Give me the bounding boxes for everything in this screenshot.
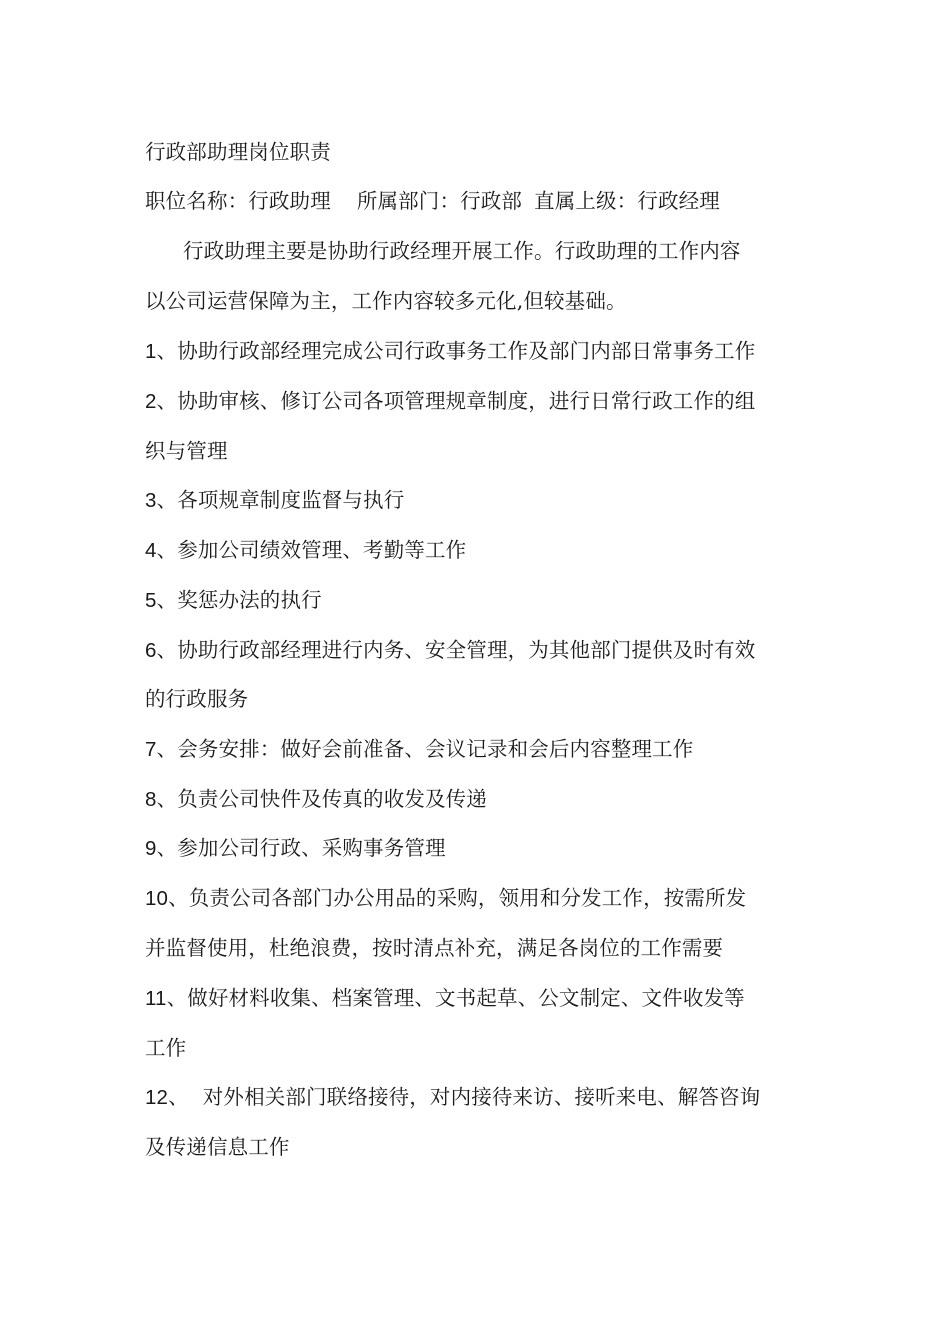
- duty-text: 协助行政部经理完成公司行政事务工作及部门内部日常事务工作: [177, 339, 756, 363]
- duty-text: 奖惩办法的执行: [177, 588, 322, 612]
- duty-number: 9、: [145, 837, 178, 860]
- document-title: 行政部助理岗位职责: [145, 140, 331, 164]
- duty-text: 参加公司绩效管理、考勤等工作: [177, 538, 467, 562]
- duty-number: 6、: [145, 639, 178, 662]
- duty-number: 8、: [145, 788, 178, 811]
- duty-item-4: [145, 536, 466, 565]
- duty-item-6-continuation: 的行政服务: [145, 687, 249, 711]
- duty-item-8: [145, 785, 487, 814]
- duty-number: 7、: [145, 738, 178, 761]
- duty-item-2-continuation: 织与管理: [145, 439, 228, 463]
- duty-item-10-continuation: 并监督使用，杜绝浪费，按时清点补充，满足各岗位的工作需要: [145, 936, 724, 960]
- duty-text: 协助审核、修订公司各项管理规章制度，进行日常行政工作的组: [177, 389, 756, 413]
- duty-text: 对外相关部门联络接待，对内接待来访、接听来电、解答咨询: [202, 1085, 761, 1109]
- duty-number: 10、: [145, 887, 189, 910]
- position-info-line: [145, 187, 720, 215]
- duty-item-10: [145, 884, 746, 913]
- duty-item-11-continuation: 工作: [145, 1036, 187, 1060]
- duty-number: 1、: [145, 340, 178, 363]
- duty-item-7: [145, 735, 693, 764]
- duty-text: 负责公司快件及传真的收发及传递: [177, 787, 487, 811]
- duty-text: 做好材料收集、档案管理、文书起草、公文制定、文件收发等: [187, 986, 745, 1010]
- duty-text: 各项规章制度监督与执行: [177, 488, 405, 512]
- duty-number: 5、: [145, 589, 178, 612]
- duty-text: 会务安排：做好会前准备、会议记录和会后内容整理工作: [177, 737, 694, 761]
- duty-number: 4、: [145, 539, 178, 562]
- duty-text: 参加公司行政、采购事务管理: [177, 836, 446, 860]
- supervisor-label: 直属上级：: [534, 189, 638, 213]
- duty-number: 3、: [145, 489, 178, 512]
- duty-number: 11、: [145, 987, 188, 1010]
- supervisor-value: 行政经理: [637, 189, 720, 213]
- duty-item-5: [145, 586, 322, 615]
- duty-number: 2、: [145, 390, 178, 413]
- duty-text: 协助行政部经理进行内务、安全管理，为其他部门提供及时有效: [177, 638, 756, 662]
- duty-item-3: [145, 486, 404, 515]
- duty-number: 12、: [145, 1086, 189, 1109]
- duty-item-11: [145, 984, 745, 1013]
- duty-item-1: [145, 337, 755, 366]
- duty-text: 负责公司各部门办公用品的采购，领用和分发工作，按需所发: [188, 886, 747, 910]
- duty-item-2: [145, 387, 755, 416]
- duty-item-12-continuation: 及传递信息工作: [145, 1135, 290, 1159]
- intro-line-1: 行政助理主要是协助行政经理开展工作。行政助理的工作内容: [183, 239, 741, 263]
- department-value: 行政部: [460, 189, 523, 213]
- duty-item-6: [145, 636, 755, 665]
- department-label: 所属部门：: [356, 189, 461, 213]
- intro-line-2: 以公司运营保障为主，工作内容较多元化,但较基础。: [145, 289, 627, 313]
- position-title-label: 职位名称：: [145, 189, 249, 213]
- position-title-value: 行政助理: [248, 189, 331, 213]
- duty-item-9: [145, 834, 446, 863]
- duty-item-12: [145, 1083, 760, 1112]
